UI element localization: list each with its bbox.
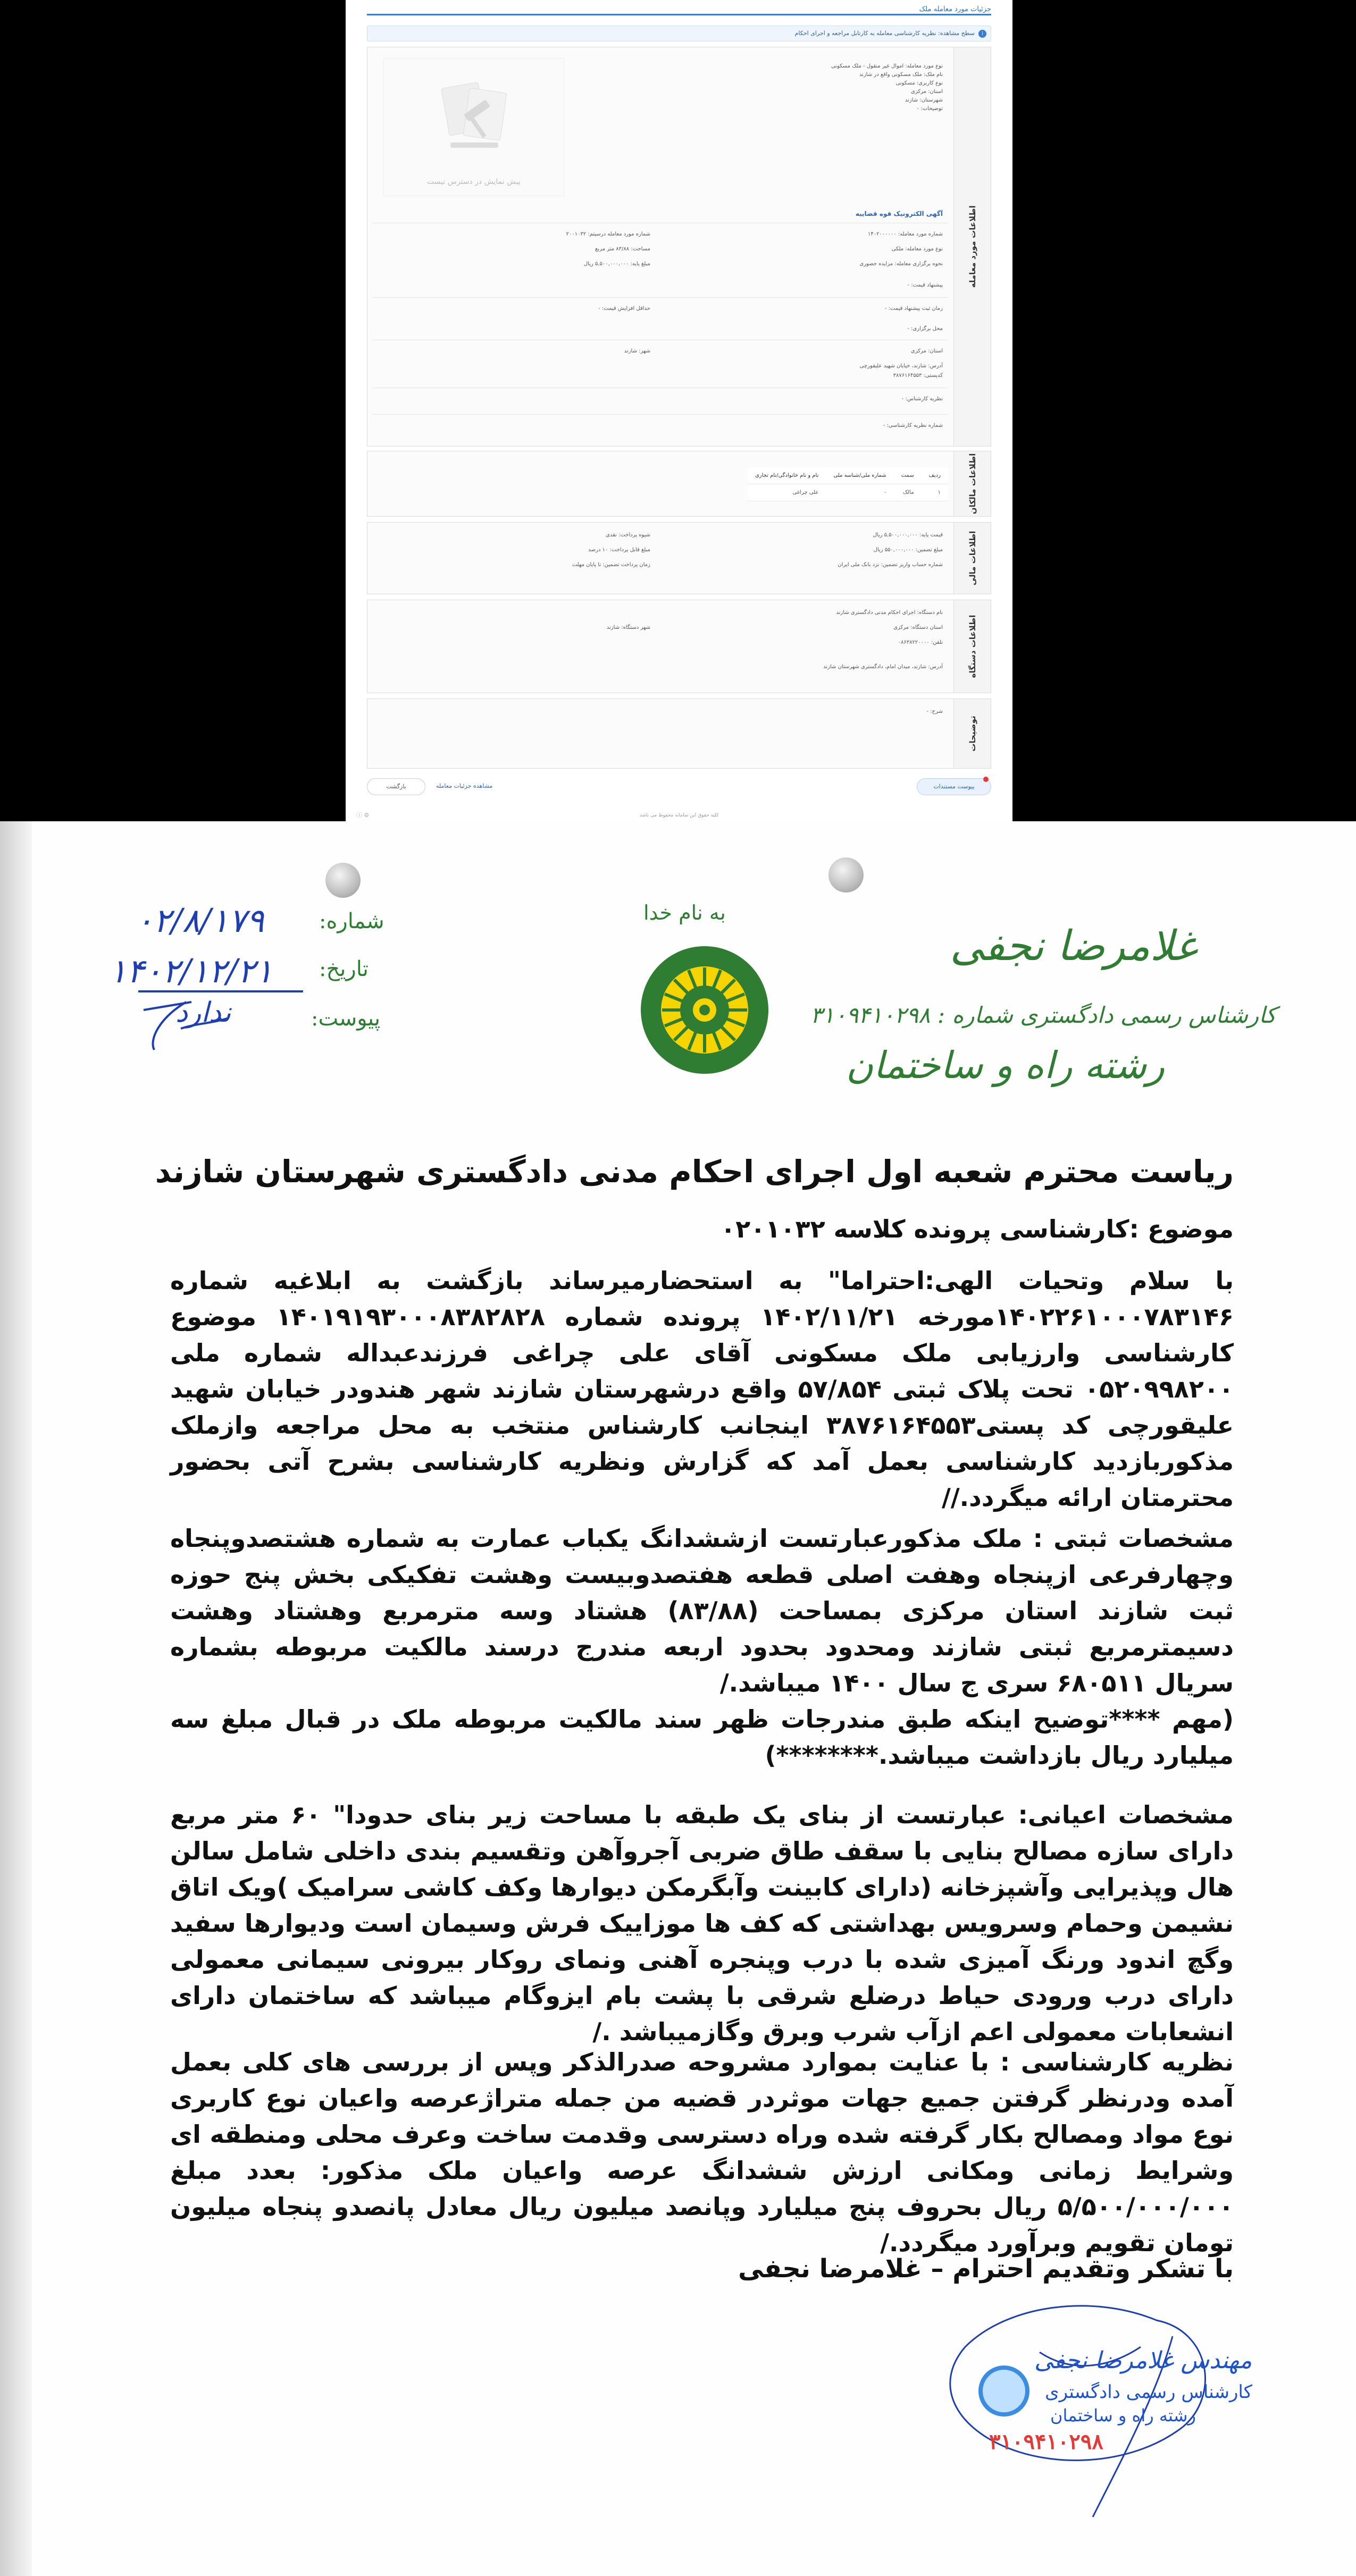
image-placeholder [383,58,564,196]
detail-more: آدرس: شازند، خیابان شهید علیقورچی [859,363,943,369]
letterhead-field: رشته راه و ساختمان [846,1043,1165,1087]
portal-header-title: جزئیات مورد معامله ملک [919,5,991,13]
stamp-line-3: رشته راه و ساختمان [1050,2405,1196,2426]
action-bar [367,777,991,798]
unit-section-label: اطلاعات دستگاه [967,614,977,678]
finance-line: مبلغ قابل پرداخت: ۱۰ درصد [588,547,650,553]
cell: ۱ [922,484,948,501]
col-header: نام و نام خانوادگی/نام تجاری [748,467,826,484]
prop-line: استان: مرکزی [910,89,943,95]
letter-title: ریاست محترم شعبه اول اجرای احکام مدنی دادگستری شهرستان شازند [155,1154,1234,1190]
detail-more: حداقل افزایش قیمت: - [598,306,650,312]
footer-settings-icon: ⚙ ⓘ [356,812,370,819]
unit-line: استان دستگاه: مرکزی [893,625,943,630]
unit-section [367,600,991,693]
detail-right: پیشنهاد قیمت: - [907,282,943,288]
prop-line: نوع کاربری: مسکونی [895,80,943,86]
expert-report-document [0,821,1356,2576]
finance-line: شماره حساب واریز تضمین: نزد بانک ملی ایران [838,562,943,568]
prop-line: توضیحات: - [917,106,943,112]
info-icon: i [978,30,986,38]
meta-attachment-value: ندارد [175,997,231,1029]
meta-date-value: ۱۴۰۲/۱۲/۲۱ [109,952,273,990]
gavel-placeholder-icon [434,80,514,154]
detail-more: نظریه کارشناس: - [901,396,943,402]
detail-left: مساحت: ۸۳/۸۸ متر مربع [595,246,650,252]
paragraph-building: مشخصات اعیانی: عبارتست از بنای یک طبقه با مساحت زیر بنای حدودا" ۶۰ متر مربع دارای سازه مصالح بنایی با سقف طاق ضربی آجروآهن وتقسیم بندی داخلی شامل سالن هال وپذیرایی وآشپزخانه (دارای کابینت وآبگرمکن دیوارها وکف کاشی سرامیک )ویک اتاق نشیمن وحمام وسرویس بهداشتی که کف ها موزاییک فرش وسیمان است ودیوارها سفید وگچ اندود ورنگ آمیزی شده با درب وپنجره آهنی ونمای روکار بیرونی سیمانی معمولی دارای درب ورودی حیاط درضلع شرقی با پشت بام ایزوگام میباشد که ساختمان دارای انشعابات معمولی اعم ازآب شرب وبرق وگازمیباشد ./ [170,1800,1234,2046]
attachments-button[interactable] [917,778,991,795]
paragraph-note: (مهم ****توضیح اینکه طبق مندرجات ظهر سند مالکیت مربوطه ملک در قبال مبلغ سه میلیارد ریال بازداشت میباشد.********) [170,1705,1234,1770]
finance-section [367,522,991,594]
paragraph-registration: مشخصات ثبتی : ملک مذکورعبارتست ازششدانگ یکباب عمارت به شماره هشتصدوپنجاه وچهارفرعی ازپنجاه وهفت اصلی قطعه هفتصدوبیست وهشت تفکیکی بخش پنج حوزه ثبت شازند استان مرکزی بمساحت (۸۳/۸۸) هشتاد وسه مترمربع وهشتاد وهشت دسیمترمربع ثبتی شازند ومحدود بحدود اربعه مندرج درسند مالکیت مربوطه بشماره سریال ۶۸۰۵۱۱ سری ج سال ۱۴۰۰ میباشد./ [170,1524,1234,1697]
stamp-line-2: کارشناس رسمی دادگستری [1045,2381,1252,2403]
detail-more: شماره نظریه کارشناسی: - [883,423,943,428]
stamp-number: ۳۱۰۹۴۱۰۲۹۸ [989,2429,1103,2454]
scan-edge-shadow [0,821,32,2576]
finance-line: مبلغ تضمین: ۵۵۰,۰۰۰,۰۰۰ ریال [873,547,943,553]
letter-subject: موضوع :کارشناسی پرونده کلاسه ۰۲۰۱۰۳۲ [721,1215,1234,1243]
placeholder-text: پیش نمایش در دسترس نیست [426,178,521,186]
attachments-button-label: پیوست مستندات [933,783,975,790]
paragraph-intro: با سلام وتحیات الهی:احتراما" به استحضارمیرساند بازگشت به ابلاغیه شماره ۱۴۰۲۲۶۱۰۰۰۷۸۳۱۴۶مورخه ۱۴۰۲/۱۱/۲۱ پرونده شماره ۱۴۰۱۹۱۹۳۰۰۰۸۳۸۲۸۲۸ موضوع کارشناسی وارزیابی ملک مسکونی آقای علی چراغی فرزندعبداله شماره ملی ۰۵۲۰۹۹۸۲۰۰ تحت پلاک ثبتی ۵۷/۸۵۴ واقع درشهرستان شازند شهر هندودر خیابان شهید علیقورچی کد پستی۳۸۷۶۱۶۴۵۵۳ اینجانب کارشناس منتخب به محل مراجعه وازملک مذکوربازدید کارشناسی بعمل آمد که گزارش ونظریه کارشناسی بشرح آتی بحضور محترمتان ارائه میگردد.// [170,1266,1234,1512]
divider [373,414,948,415]
meta-attachment-label: پیوست: [311,1006,381,1031]
detail-left: شماره مورد معامله درسیتم: ۲۰۰۱۰۳۲ [566,231,650,237]
owners-table-header [748,467,948,484]
detail-right: شماره مورد معامله: ۱۴۰۲۰۰۰۰۰۰ [868,231,943,237]
view-deal-details-link[interactable]: مشاهده جزئیات معامله [436,782,493,789]
divider [373,297,948,298]
owners-section [367,451,991,517]
col-header: شماره ملی/شناسه ملی [826,467,893,484]
property-section-label: اطلاعات مورد معامله [967,205,977,288]
basmala: به نام خدا [643,901,726,924]
stamp-emblem-icon [978,2365,1029,2417]
letterhead-name: غلامرضا نجفی [950,922,1196,970]
paper-punch-hole [325,863,361,898]
description-section-label: توضیحات [967,715,977,752]
finance-line: قیمت پایه: ۵,۵۰۰,۰۰۰,۰۰۰ ریال [873,532,943,538]
col-header: ردیف [922,467,948,484]
unit-line: آدرس: شازند، میدان امام، دادگستری شهرستان شازند [823,664,943,670]
detail-more: کدپستی: ۳۸۷۶۱۶۴۵۵۳ [893,373,943,378]
portal-footer: کلیه حقوق این سامانه محفوظ می باشد [639,813,719,818]
paper-punch-hole [828,857,864,893]
info-alert-text: سطح مشاهده: نظریه کارشناسی معامله به کارتابل مراجعه و اجرای احکام [794,30,975,37]
prop-line: نام ملک: ملک مسکونی واقع در شازند [859,72,943,78]
cell: مالک [894,484,922,501]
ad-title-link[interactable]: آگهی الکترونیک قوه قضاییه [855,210,943,217]
emblem-rays-icon [641,946,768,1074]
meta-date-label: تاریخ: [319,957,369,981]
detail-right: نحوه برگزاری معامله: مزایده حضوری [859,261,943,267]
table-row [748,484,948,501]
prop-line: نوع مورد معامله: اموال غیر منقول - ملک مسکونی [831,63,943,69]
finance-line: زمان پرداخت تضمین: تا پایان مهلت [572,562,650,568]
paragraph-opinion: نظریه کارشناسی : با عنایت بموارد مشروحه صدرالذکر وپس از بررسی های کلی بعمل آمده ودرنظر گرفتن جمیع جهات موثردر قضیه من جمله متراژعرصه واعیان نوع کاربری نوع مواد ومصالح بکار گرفته شده وراه دسترسی وقدمت ساخت وعرف محلی ومنطقه ای وشرایط زمانی ومکانی ارزش ششدانگ عرصه واعیان ملک مذکور: بعدد مبلغ ۵/۵۰۰/۰۰۰/۰۰۰ ریال بحروف پنج میلیارد وپانصد میلیون ریال معادل پانصدو پنجاه میلیون تومان تقویم وبرآورد میگردد./ [170,2048,1234,2257]
detail-more: شهر: شازند [624,348,650,354]
expert-emblem-logo [641,946,768,1074]
handwritten-scribble [128,981,319,1055]
meta-number-value: ۰۲/۸/۱۷۹ [136,901,264,940]
detail-more: محل برگزاری: - [907,326,943,332]
portal-screen [346,0,1012,821]
unit-line: نام دستگاه: اجرای احکام مدنی دادگستری شازند [836,610,943,616]
detail-left: مبلغ پایه: ۵,۵۰۰,۰۰۰,۰۰۰ ریال [583,261,650,267]
owners-table [748,467,948,501]
meta-number-label: شماره: [319,909,384,933]
property-section [367,47,991,447]
unit-line: شهر دستگاه: شازند [606,625,650,630]
notification-dot [983,777,989,782]
unit-line: تلفن: ۰۸۶۳۸۲۲۰۰۰۰ [898,639,943,645]
description-section [367,698,991,769]
property-section-label-col [953,47,991,446]
col-header: سمت [894,467,922,484]
detail-more: زمان ثبت پیشنهاد قیمت: - [884,306,943,312]
cell: - [826,484,893,501]
owners-section-label: اطلاعات مالکان [967,453,977,515]
header-divider [367,14,991,15]
prop-line: شهرستان: شازند [905,97,943,103]
finance-section-label: اطلاعات مالی [967,531,977,586]
detail-more: استان: مرکزی [910,348,943,354]
letter-signoff: با تشکر وتقدیم احترام – غلامرضا نجفی [738,2254,1234,2284]
detail-right: نوع مورد معامله: ملکی [891,246,943,252]
letterhead-license: کارشناس رسمی دادگستری شماره : ۳۱۰۹۴۱۰۲۹۸ [810,1002,1276,1028]
finance-line: شیوه پرداخت: نقدی [606,532,650,538]
description-text: شرح: - [926,709,943,714]
back-button[interactable]: بازگشت [367,778,425,795]
stamp-line-1: مهندس غلامرضا نجفی [1034,2347,1252,2374]
cell: علی چراغی [748,484,826,501]
info-alert [367,26,991,41]
